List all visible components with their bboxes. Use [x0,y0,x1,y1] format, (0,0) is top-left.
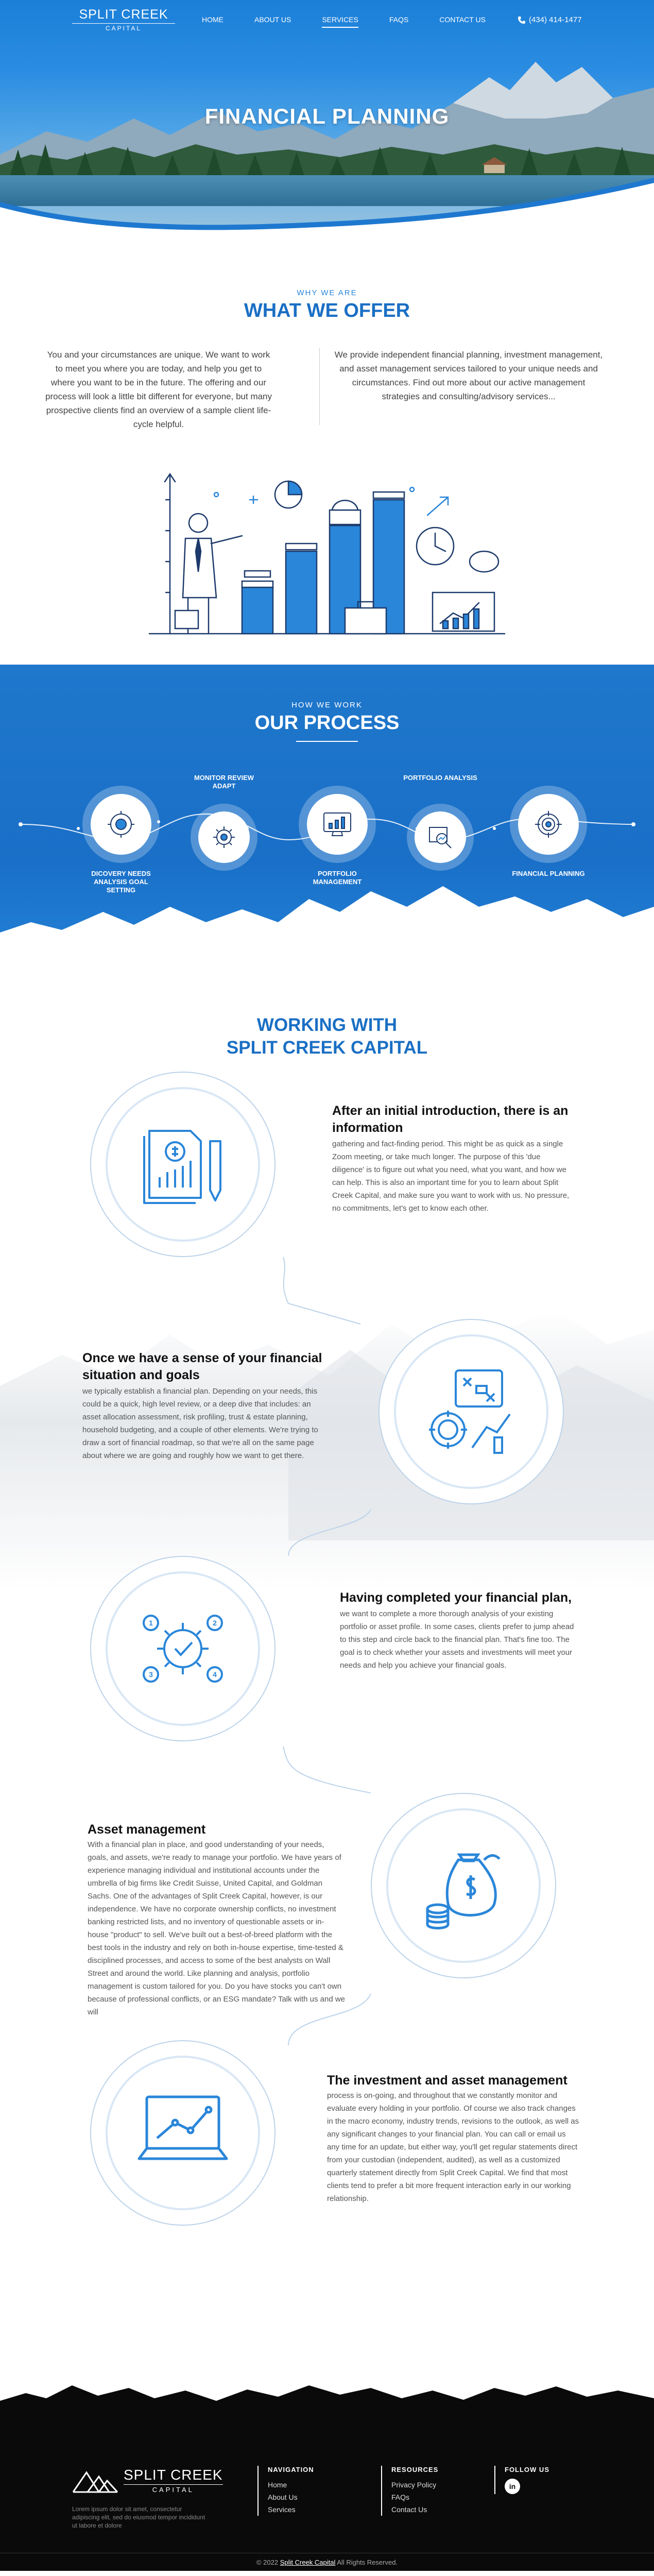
offer-title: WHAT WE OFFER [244,300,410,321]
footer-logo[interactable] [72,2467,223,2494]
footer-link-faqs[interactable]: FAQs [391,2493,410,2501]
process-step-discovery[interactable] [82,786,160,863]
offer-eyebrow: WHY WE ARE [297,289,357,297]
footer-link-privacy-policy[interactable]: Privacy Policy [391,2481,437,2489]
process-step-financial-planning[interactable] [510,786,587,863]
offer-divider [319,348,320,425]
footer-link-about-us[interactable]: About Us [268,2493,298,2501]
process-step-label: DICOVERY NEEDS ANALYSIS GOAL SETTING [91,870,151,894]
process-gear-icon [136,1602,229,1695]
footer-navigation-column [257,2466,314,2516]
copyright-bar [0,2553,654,2566]
work-step-5-graphic [90,2040,276,2226]
footer-blurb: Lorem ipsum dolor sit amet, consectetur adipiscing elit, sed do eiusmod tempor incididunt ut labore et dolore [72,2505,205,2529]
process-step-label: PORTFOLIO MANAGEMENT [313,870,362,886]
process-step-portfolio-analysis[interactable] [407,804,474,871]
copyright-suffix: All Rights Reserved. [337,2558,398,2566]
work-step-4-body: With a financial plan in place, and good understanding of your needs, goals, and assets, we're ready to manage your portfolio. We have years of experience managing individual and institutional accounts under the umbrella of big firms like Credit Suisse, United Capital, and Goldman Sachs. One of the advantages of Split Creek Capital, however, is our independence. We have no corporate ownership conflicts, no investment banking restricted lists, and no inventory of questionable assets or in-house "product" to sell. We've built out a best-of-breed platform with the best tools in the industry and rely on both in-house expertise, time-tested & disciplined processes, and access to some of the best analysts on Wall Street and around the world. Like planning and analysis, portfolio management is custom tailored for you. Do you have stocks you can't own because of professional conflicts, or an ESG mandate? Talk with us and we will [88,1840,346,2016]
copyright-link[interactable]: Split Creek Capital [280,2558,336,2566]
process-step-monitor[interactable] [191,804,257,871]
site-footer [0,2370,654,2571]
work-step-3-title: Having completed your financial plan, [340,1590,572,1605]
working-title-line2: SPLIT CREEK CAPITAL [226,1038,428,1058]
work-step-4-title: Asset management [88,1822,206,1837]
nav-about-us[interactable]: ABOUT US [254,15,291,24]
site-logo[interactable] [72,7,175,32]
working-title-line1: WORKING WITH [256,1015,398,1035]
mountain-logo-icon [72,2467,118,2493]
footer-logo-main: SPLIT CREEK [124,2467,223,2483]
document-report-icon [139,1121,227,1208]
process-section [0,665,654,984]
top-navigation [0,0,654,40]
process-title: OUR PROCESS [254,712,400,734]
footer-link-contact-us[interactable]: Contact Us [391,2505,427,2514]
process-step-portfolio-management[interactable] [299,786,376,863]
svg-text:1: 1 [149,1619,153,1627]
nav-faqs[interactable]: FAQS [389,15,409,24]
hero-section [0,0,654,242]
logo-sub-text: CAPITAL [72,23,175,32]
process-step-label: MONITOR REVIEW ADAPT [194,774,254,790]
work-step-3-body: we want to complete a more thorough analysis of your existing portfolio or asset profile. In some cases, clients prefer to jump ahead to this step and circle back to the financial plan. That's fine too. The goal is to check whether your assets and investments will meet your needs and help you achieve your financial goals. [340,1609,574,1670]
work-step-1-title: After an initial introduction, there is an information [332,1104,569,1135]
phone-link[interactable] [518,15,582,24]
work-step-2-title: Once we have a sense of your financial situation and goals [82,1351,322,1382]
svg-text:3: 3 [149,1670,153,1679]
footer-link-home[interactable]: Home [268,2481,287,2489]
process-step-label: PORTFOLIO ANALYSIS [403,774,477,782]
process-step-label: FINANCIAL PLANNING [512,870,585,877]
phone-icon [518,16,526,24]
nav-services[interactable]: SERVICES [322,15,358,28]
page-title: FINANCIAL PLANNING [204,104,450,128]
offer-right-text: We provide independent financial planning, investment management, and asset management services tailored to your unique needs and circumstances. Find out more about our active management strategies and consulting/advisory services... [334,350,603,401]
work-step-1-graphic [90,1072,276,1257]
footer-mountain-ridge [0,2370,654,2452]
nav-links [202,15,517,28]
footer-resources-heading: RESOURCES [391,2466,439,2473]
nav-contact-us[interactable]: CONTACT US [439,15,486,24]
laptop-chart-icon [136,2092,229,2174]
linkedin-icon[interactable]: in [505,2479,520,2494]
money-bags-icon [417,1839,510,1932]
planning-target-icon [534,810,563,839]
nav-home[interactable]: HOME [202,15,223,24]
analysis-magnifier-icon [427,824,453,850]
footer-navigation-heading: NAVIGATION [268,2466,314,2473]
work-step-1-body: gathering and fact-finding period. This might be as quick as a single Zoom meeting, or take much longer. The purpose of this 'due diligence' is to figure out what you need, what you want, and how we can help. This is also an important time for you to learn about Split Creek Capital, and make sure you want to work with us. No pressure, no commitments, let's get to know each other. [332,1140,570,1213]
work-step-2-graphic [378,1319,564,1504]
monitor-gear-icon [211,824,237,850]
footer-resources-column [381,2466,438,2516]
portfolio-screen-icon [322,810,353,839]
strategy-target-icon [425,1365,518,1458]
copyright-prefix: © 2022 [256,2558,279,2566]
work-step-5-body: process is on-going, and throughout that we constantly monitor and evaluate every holding in your portfolio. Of course we also track changes in the macro economy, industry trends, revisions to the outlook, as well as any significant changes to your financial plan. You can call or email us any time for an update, but either way, you'll get regular statements direct from your custodian (independent, audited), as well as a customized quarterly statement directly from Split Creek Capital. We find that most clients tend to prefer a bit more frequent interaction early in our working relationship. [327,2091,579,2203]
footer-logo-sub: CAPITAL [124,2484,223,2494]
process-eyebrow: HOW WE WORK [291,701,363,709]
phone-number: (434) 414-1477 [529,15,582,24]
logo-main-text: SPLIT CREEK [79,7,168,22]
svg-text:4: 4 [213,1670,217,1679]
work-step-2-body: we typically establish a financial plan. Depending on your needs, this could be a quick, high level review, or a deep dive that includes: an asset allocation assessment, risk profiling, trust & estate planning, household budgeting, and a couple of other elements. We're trying to draw a sort of financial roadmap, so that we're all on the same page about where we are going and roughly how we want to get there. [82,1387,318,1460]
process-title-underline [296,741,358,742]
footer-follow-heading: FOLLOW US [505,2466,549,2473]
footer-follow-column [494,2466,549,2494]
work-step-5-title: The investment and asset management [327,2073,567,2088]
footer-link-services[interactable]: Services [268,2505,296,2514]
work-step-4-graphic [371,1793,556,1978]
offer-left-text: You and your circumstances are unique. We want to work to meet you where you are today, and help you get to where you want to be in the future. The offering and our process will look a little bit different for everyone, but many prospective clients find an overview of a sample client life-cycle helpful. [45,350,272,429]
offer-section [0,242,654,665]
discovery-icon [107,810,135,839]
svg-text:2: 2 [213,1619,217,1627]
working-section [0,984,654,2370]
work-step-3-graphic [90,1556,276,1741]
financial-growth-illustration [139,469,515,644]
